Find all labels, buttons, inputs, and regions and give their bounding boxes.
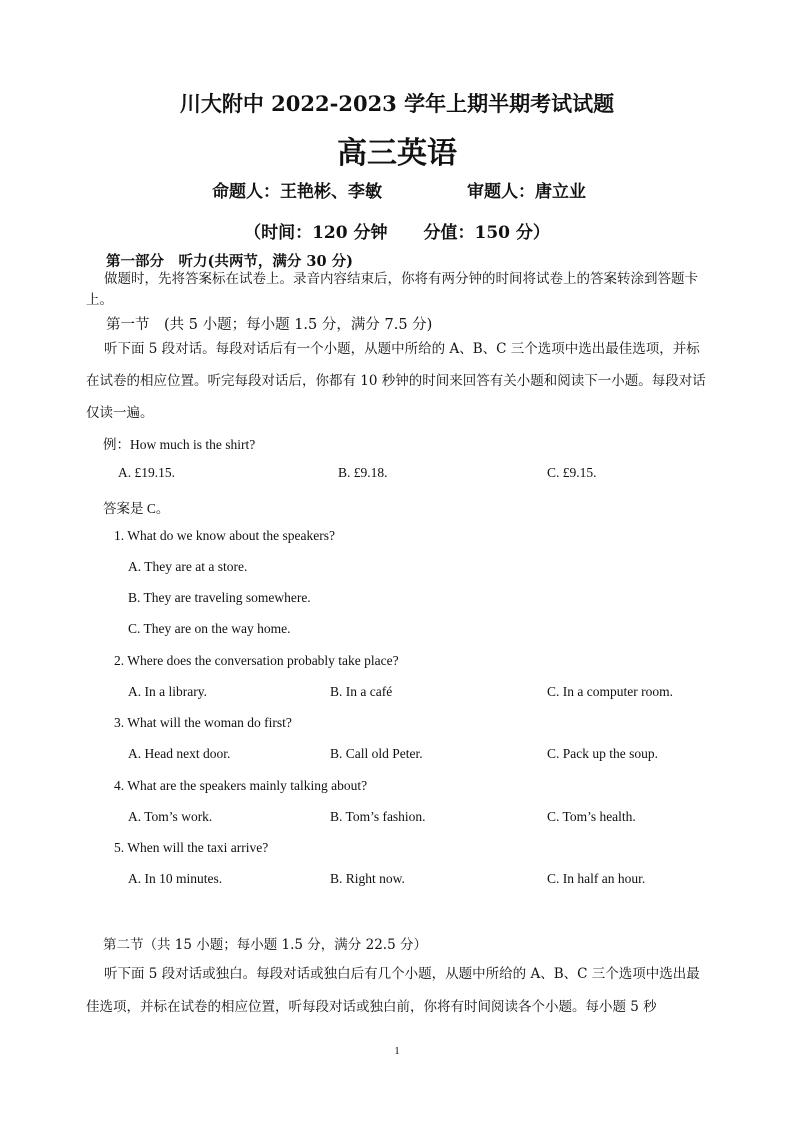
question-2-option-a: A. In a library. bbox=[128, 684, 207, 699]
example-option-b: B. £9.18. bbox=[338, 465, 388, 480]
question-1-option-b: B. They are traveling somewhere. bbox=[128, 590, 311, 605]
part1-instruction: 做题时，先将答案标在试卷上。录音内容结束后，你将有两分钟的时间将试卷上的答案转涂到答题卡上。 bbox=[86, 271, 698, 308]
example-question: 例：How much is the shirt? bbox=[103, 437, 256, 452]
question-2-option-c: C. In a computer room. bbox=[547, 684, 673, 699]
question-5-option-a: A. In 10 minutes. bbox=[128, 871, 223, 886]
question-4-option-b: B. Tom’s fashion. bbox=[330, 809, 426, 824]
question-2: 2. Where does the conversation probably take place? bbox=[114, 653, 399, 668]
question-3-option-c: C. Pack up the soup. bbox=[547, 746, 658, 761]
section1-instruction: 听下面 5 段对话。每段对话后有一个小题，从题中所给的 A、B、C 三个选项中选出最佳选项，并标在试卷的相应位置。听完每段对话后，你都有 10 秒钟的时间来回答有关小题和阅读下一小题。每段对话仅读一遍。 bbox=[86, 341, 706, 421]
question-2-option-b: B. In a café bbox=[330, 684, 393, 699]
question-1: 1. What do we know about the speakers? bbox=[114, 528, 335, 543]
question-1-option-a: A. They are at a store. bbox=[128, 559, 248, 574]
question-5-option-b: B. Right now. bbox=[330, 871, 405, 886]
exam-score: 分值：150 分） bbox=[423, 223, 550, 243]
exam-title: 川大附中 2022-2023 学年上期半期考试试题 bbox=[179, 91, 615, 116]
exam-time: （时间：120 分钟 bbox=[244, 223, 388, 243]
question-3-option-a: A. Head next door. bbox=[128, 746, 231, 761]
section2-instruction: 听下面 5 段对话或独白。每段对话或独白后有几个小题，从题中所给的 A、B、C 三个选项中选出最佳选项，并标在试卷的相应位置，听每段对话或独白前，你将有时间阅读各个小题。每小题 5 秒 bbox=[86, 966, 700, 1015]
question-4: 4. What are the speakers mainly talking about? bbox=[114, 778, 368, 793]
proposers: 命题人：王艳彬、李敏 bbox=[212, 182, 382, 202]
question-1-option-c: C. They are on the way home. bbox=[128, 621, 291, 636]
question-3: 3. What will the woman do first? bbox=[114, 715, 292, 730]
question-3-option-b: B. Call old Peter. bbox=[330, 746, 423, 761]
time-score-line bbox=[0, 218, 794, 243]
page-number: 1 bbox=[394, 1045, 400, 1057]
question-4-option-a: A. Tom’s work. bbox=[128, 809, 213, 824]
question-5-option-c: C. In half an hour. bbox=[547, 871, 646, 886]
example-answer: 答案是 C。 bbox=[103, 501, 170, 516]
section1-heading: 第一节 (共 5 小题；每小题 1.5 分，满分 7.5 分) bbox=[106, 317, 433, 333]
example-option-c: C. £9.15. bbox=[547, 465, 597, 480]
exam-subject: 高三英语 bbox=[337, 136, 457, 171]
section2-heading: 第二节（共 15 小题；每小题 1.5 分，满分 22.5 分） bbox=[103, 937, 427, 953]
question-4-option-c: C. Tom’s health. bbox=[547, 809, 636, 824]
question-5: 5. When will the taxi arrive? bbox=[114, 840, 269, 855]
reviewer: 审题人：唐立业 bbox=[467, 182, 586, 202]
example-option-a: A. £19.15. bbox=[118, 465, 175, 480]
part1-heading: 第一部分 听力(共两节，满分 30 分) bbox=[106, 253, 353, 270]
